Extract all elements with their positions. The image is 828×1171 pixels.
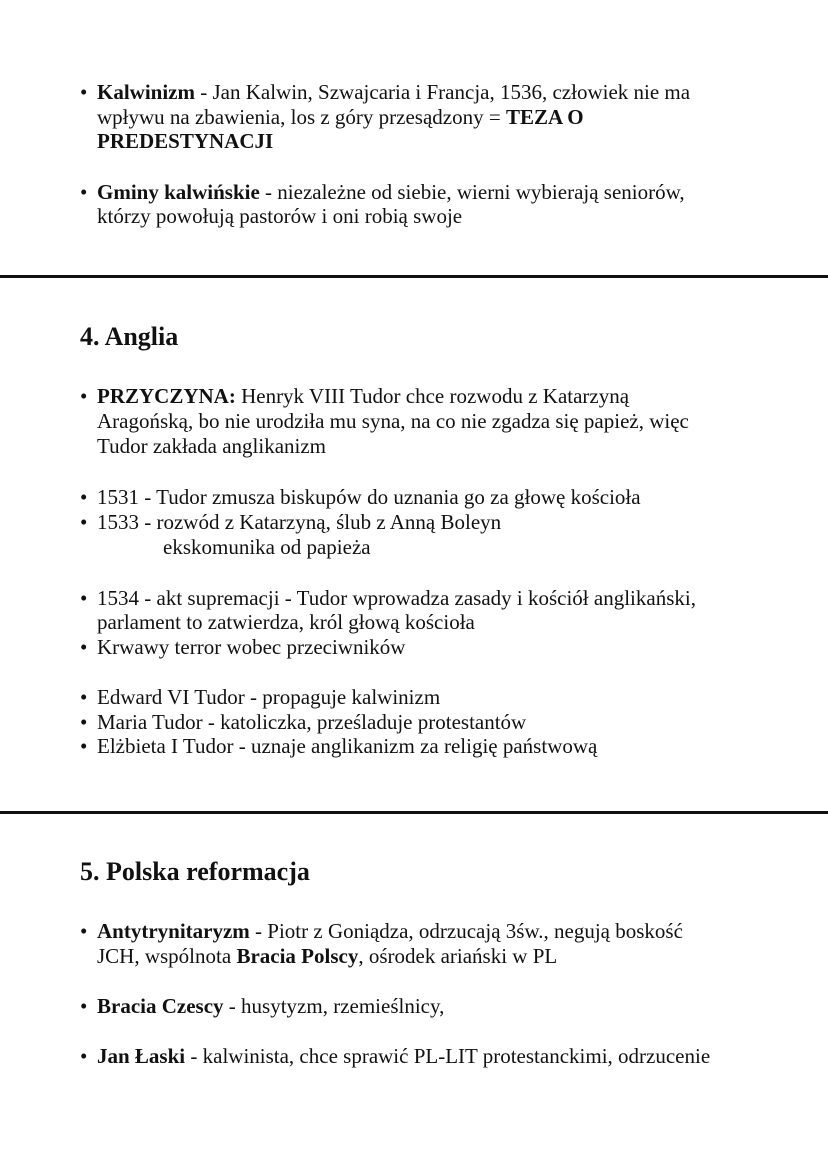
bullet-icon: • xyxy=(80,384,88,408)
list-item-line xyxy=(97,685,440,709)
list-item-line xyxy=(97,384,629,408)
bullet-icon: • xyxy=(80,586,88,610)
list-item-line xyxy=(97,80,690,104)
bold-term: Kalwinizm xyxy=(97,80,195,104)
text-run: Maria Tudor - katoliczka, prześladuje protestantów xyxy=(97,710,527,734)
text-run: Aragońską, bo nie urodziła mu syna, na co nie zgadza się papież, więc xyxy=(97,409,689,433)
list-item-line xyxy=(97,919,683,943)
list-item-line xyxy=(97,204,462,228)
bold-term: Antytrynitaryzm xyxy=(97,919,250,943)
bullet-icon: • xyxy=(80,994,88,1018)
bold-term: PRZYCZYNA: xyxy=(97,384,236,408)
bullet-icon: • xyxy=(80,180,88,204)
bold-term: Jan Łaski xyxy=(97,1044,186,1068)
bullet-icon: • xyxy=(80,919,88,943)
bold-term: Bracia Polscy xyxy=(236,944,359,968)
text-run: - Piotr z Goniądza, odrzucają 3św., negują boskość xyxy=(249,919,683,943)
list-item-line xyxy=(163,535,371,559)
section-heading: 5. Polska reformacja xyxy=(80,857,310,886)
bullet-icon: • xyxy=(80,510,88,534)
list-item-line xyxy=(97,510,501,534)
text-run: wpływu na zbawienia, los z góry przesądzony = xyxy=(97,105,506,129)
text-run: - Jan Kalwin, Szwajcaria i Francja, 1536, człowiek nie ma xyxy=(195,80,691,104)
bold-term: Bracia Czescy xyxy=(97,994,224,1018)
list-item-line xyxy=(97,710,526,734)
bullet-icon: • xyxy=(80,1044,88,1068)
text-run: Edward VI Tudor - propaguje kalwinizm xyxy=(97,685,441,709)
bullet-icon: • xyxy=(80,710,88,734)
list-item-line xyxy=(97,734,597,758)
text-run: parlament to zatwierdza, król głową kościoła xyxy=(97,610,475,634)
bold-term: PREDESTYNACJI xyxy=(97,129,274,153)
text-run: 1533 - rozwód z Katarzyną, ślub z Anną Boleyn xyxy=(97,510,502,534)
bullet-icon: • xyxy=(80,734,88,758)
list-item-line xyxy=(97,944,557,968)
list-item-line xyxy=(97,105,584,129)
list-item-line xyxy=(97,635,405,659)
list-item-line xyxy=(97,586,696,610)
list-item-line xyxy=(97,434,326,458)
text-run: Krwawy terror wobec przeciwników xyxy=(97,635,406,659)
text-run: - kalwinista, chce sprawić PL-LIT protestanckimi, odrzucenie xyxy=(185,1044,711,1068)
section-heading: 4. Anglia xyxy=(80,322,179,351)
list-item-line xyxy=(97,409,689,433)
list-item-line xyxy=(97,610,475,634)
text-run: - niezależne od siebie, wierni wybierają seniorów, xyxy=(259,180,685,204)
list-item-line xyxy=(97,180,685,204)
text-run: ekskomunika od papieża xyxy=(163,535,371,559)
bold-term: TEZA O xyxy=(505,105,584,129)
list-item-line xyxy=(97,129,273,153)
text-run: Henryk VIII Tudor chce rozwodu z Katarzyną xyxy=(235,384,630,408)
bold-term: Gminy kalwińskie xyxy=(97,180,260,204)
text-run: - husytyzm, rzemieślnicy, xyxy=(223,994,445,1018)
section-divider xyxy=(0,811,828,814)
bullet-icon: • xyxy=(80,485,88,509)
text-run: Tudor zakłada anglikanizm xyxy=(97,434,327,458)
text-run: , ośrodek ariański w PL xyxy=(358,944,558,968)
list-item-line xyxy=(97,485,641,509)
text-run: Elżbieta I Tudor - uznaje anglikanizm za religię państwową xyxy=(97,734,598,758)
bullet-icon: • xyxy=(80,80,88,104)
list-item-line xyxy=(97,1044,710,1068)
bullet-icon: • xyxy=(80,635,88,659)
text-run: którzy powołują pastorów i oni robią swoje xyxy=(97,204,463,228)
section-divider xyxy=(0,275,828,278)
text-run: 1531 - Tudor zmusza biskupów do uznania go za głowę kościoła xyxy=(97,485,641,509)
list-item-line xyxy=(97,994,444,1018)
text-run: 1534 - akt supremacji - Tudor wprowadza zasady i kościół anglikański, xyxy=(97,586,696,610)
text-run: JCH, wspólnota xyxy=(97,944,237,968)
bullet-icon: • xyxy=(80,685,88,709)
